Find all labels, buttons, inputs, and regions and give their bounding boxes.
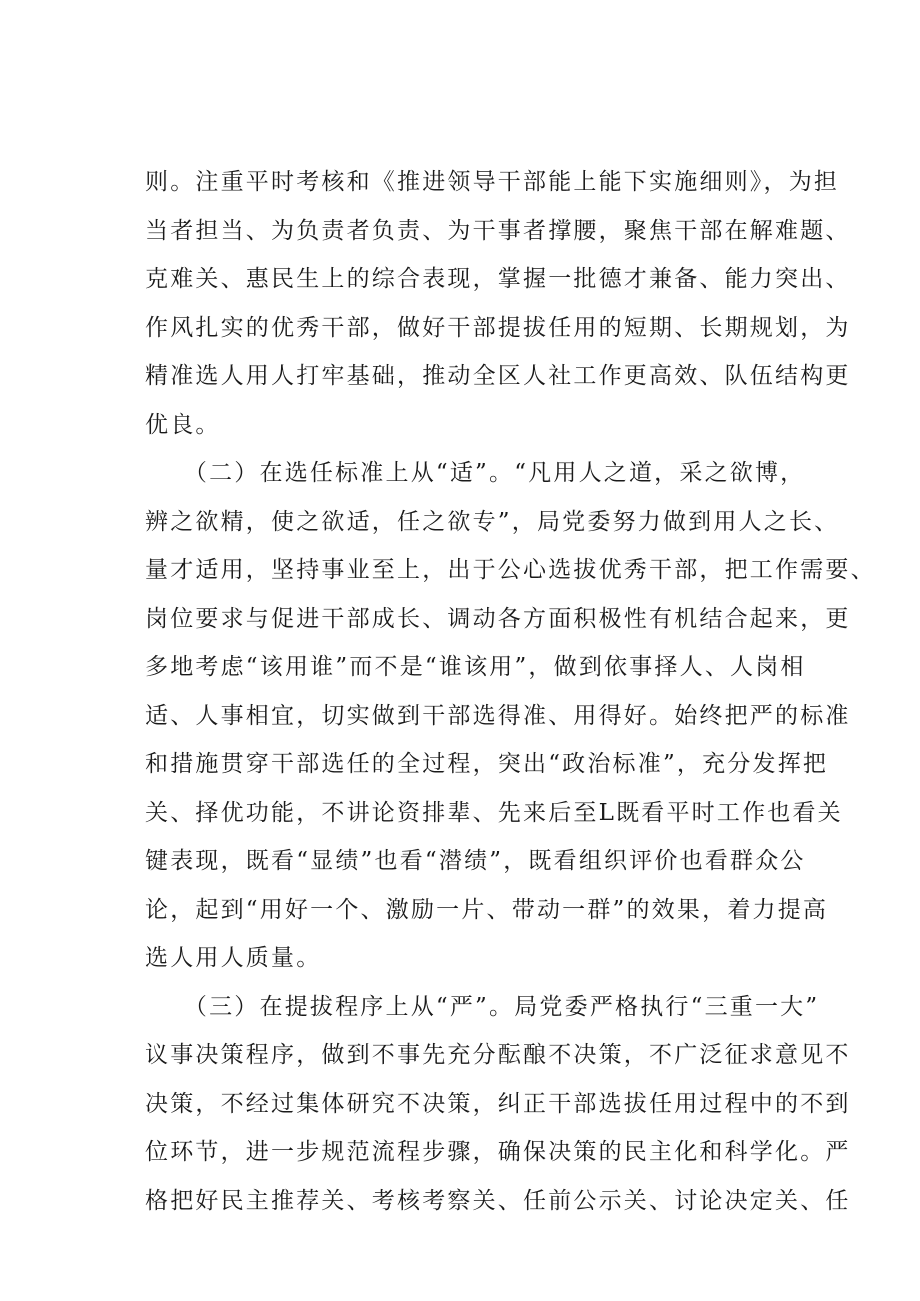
text-line: 多地考虑“该用谁”而不是“谁该用”，做到依事择人、人岗相	[145, 654, 806, 680]
text-line: 键表现，既看“显绩”也看“潜绩”，既看组织评价也看群众公	[145, 848, 806, 874]
text-line: 量才适用，坚持事业至上，出于公心选拔优秀干部，把工作需要、	[145, 557, 876, 583]
text-line: 优良。	[145, 411, 221, 438]
text-line: 关、择优功能，不讲论资排辈、先来后至L既看平时工作也看关	[145, 799, 843, 826]
text-line: （二）在选任标准上从“适”。“凡用人之道，采之欲博，	[145, 460, 806, 486]
text-line: 作风扎实的优秀干部，做好干部提拔任用的短期、长期规划，为	[145, 314, 851, 341]
text-line: 决策，不经过集体研究不决策，纠正干部选拔任用过程中的不到	[145, 1090, 851, 1117]
text-line: 克难关、惠民生上的综合表现，掌握一批德才兼备、能力突出、	[145, 266, 851, 292]
text-line: 精准选人用人打牢基础，推动全区人社工作更高效、队伍结构更	[145, 363, 851, 389]
text-line: 选人用人质量。	[145, 945, 322, 971]
text-line: 当者担当、为负责者负责、为干事者撑腰，聚焦干部在解难题、	[145, 217, 851, 244]
text-line: 则。注重平时考核和《推进领导干部能上能下实施细则》，为担	[145, 169, 840, 195]
text-line: 适、人事相宜，切实做到干部选得准、用得好。始终把严的标准	[145, 702, 851, 729]
text-line: 论，起到“用好一个、激励一片、带动一群”的效果，着力提高	[145, 896, 829, 923]
text-line: 岗位要求与促进干部成长、调动各方面积极性有机结合起来，更	[145, 605, 851, 632]
text-line: 位环节，进一步规范流程步骤，确保决策的民主化和科学化。严	[145, 1139, 851, 1165]
text-line: 格把好民主推荐关、考核考察关、任前公示关、讨论决定关、任	[145, 1187, 851, 1214]
body-text	[145, 158, 876, 1225]
text-line: （三）在提拔程序上从“严”。局党委严格执行“三重一大”	[145, 993, 820, 1020]
text-line: 议事决策程序，做到不事先充分酝酿不决策，不广泛征求意见不	[145, 1042, 851, 1068]
text-line: 辨之欲精，使之欲适，任之欲专”，局党委努力做到用人之长、	[145, 508, 840, 535]
text-line: 和措施贯穿干部选任的全过程，突出“政治标准”，充分发挥把	[145, 751, 829, 777]
